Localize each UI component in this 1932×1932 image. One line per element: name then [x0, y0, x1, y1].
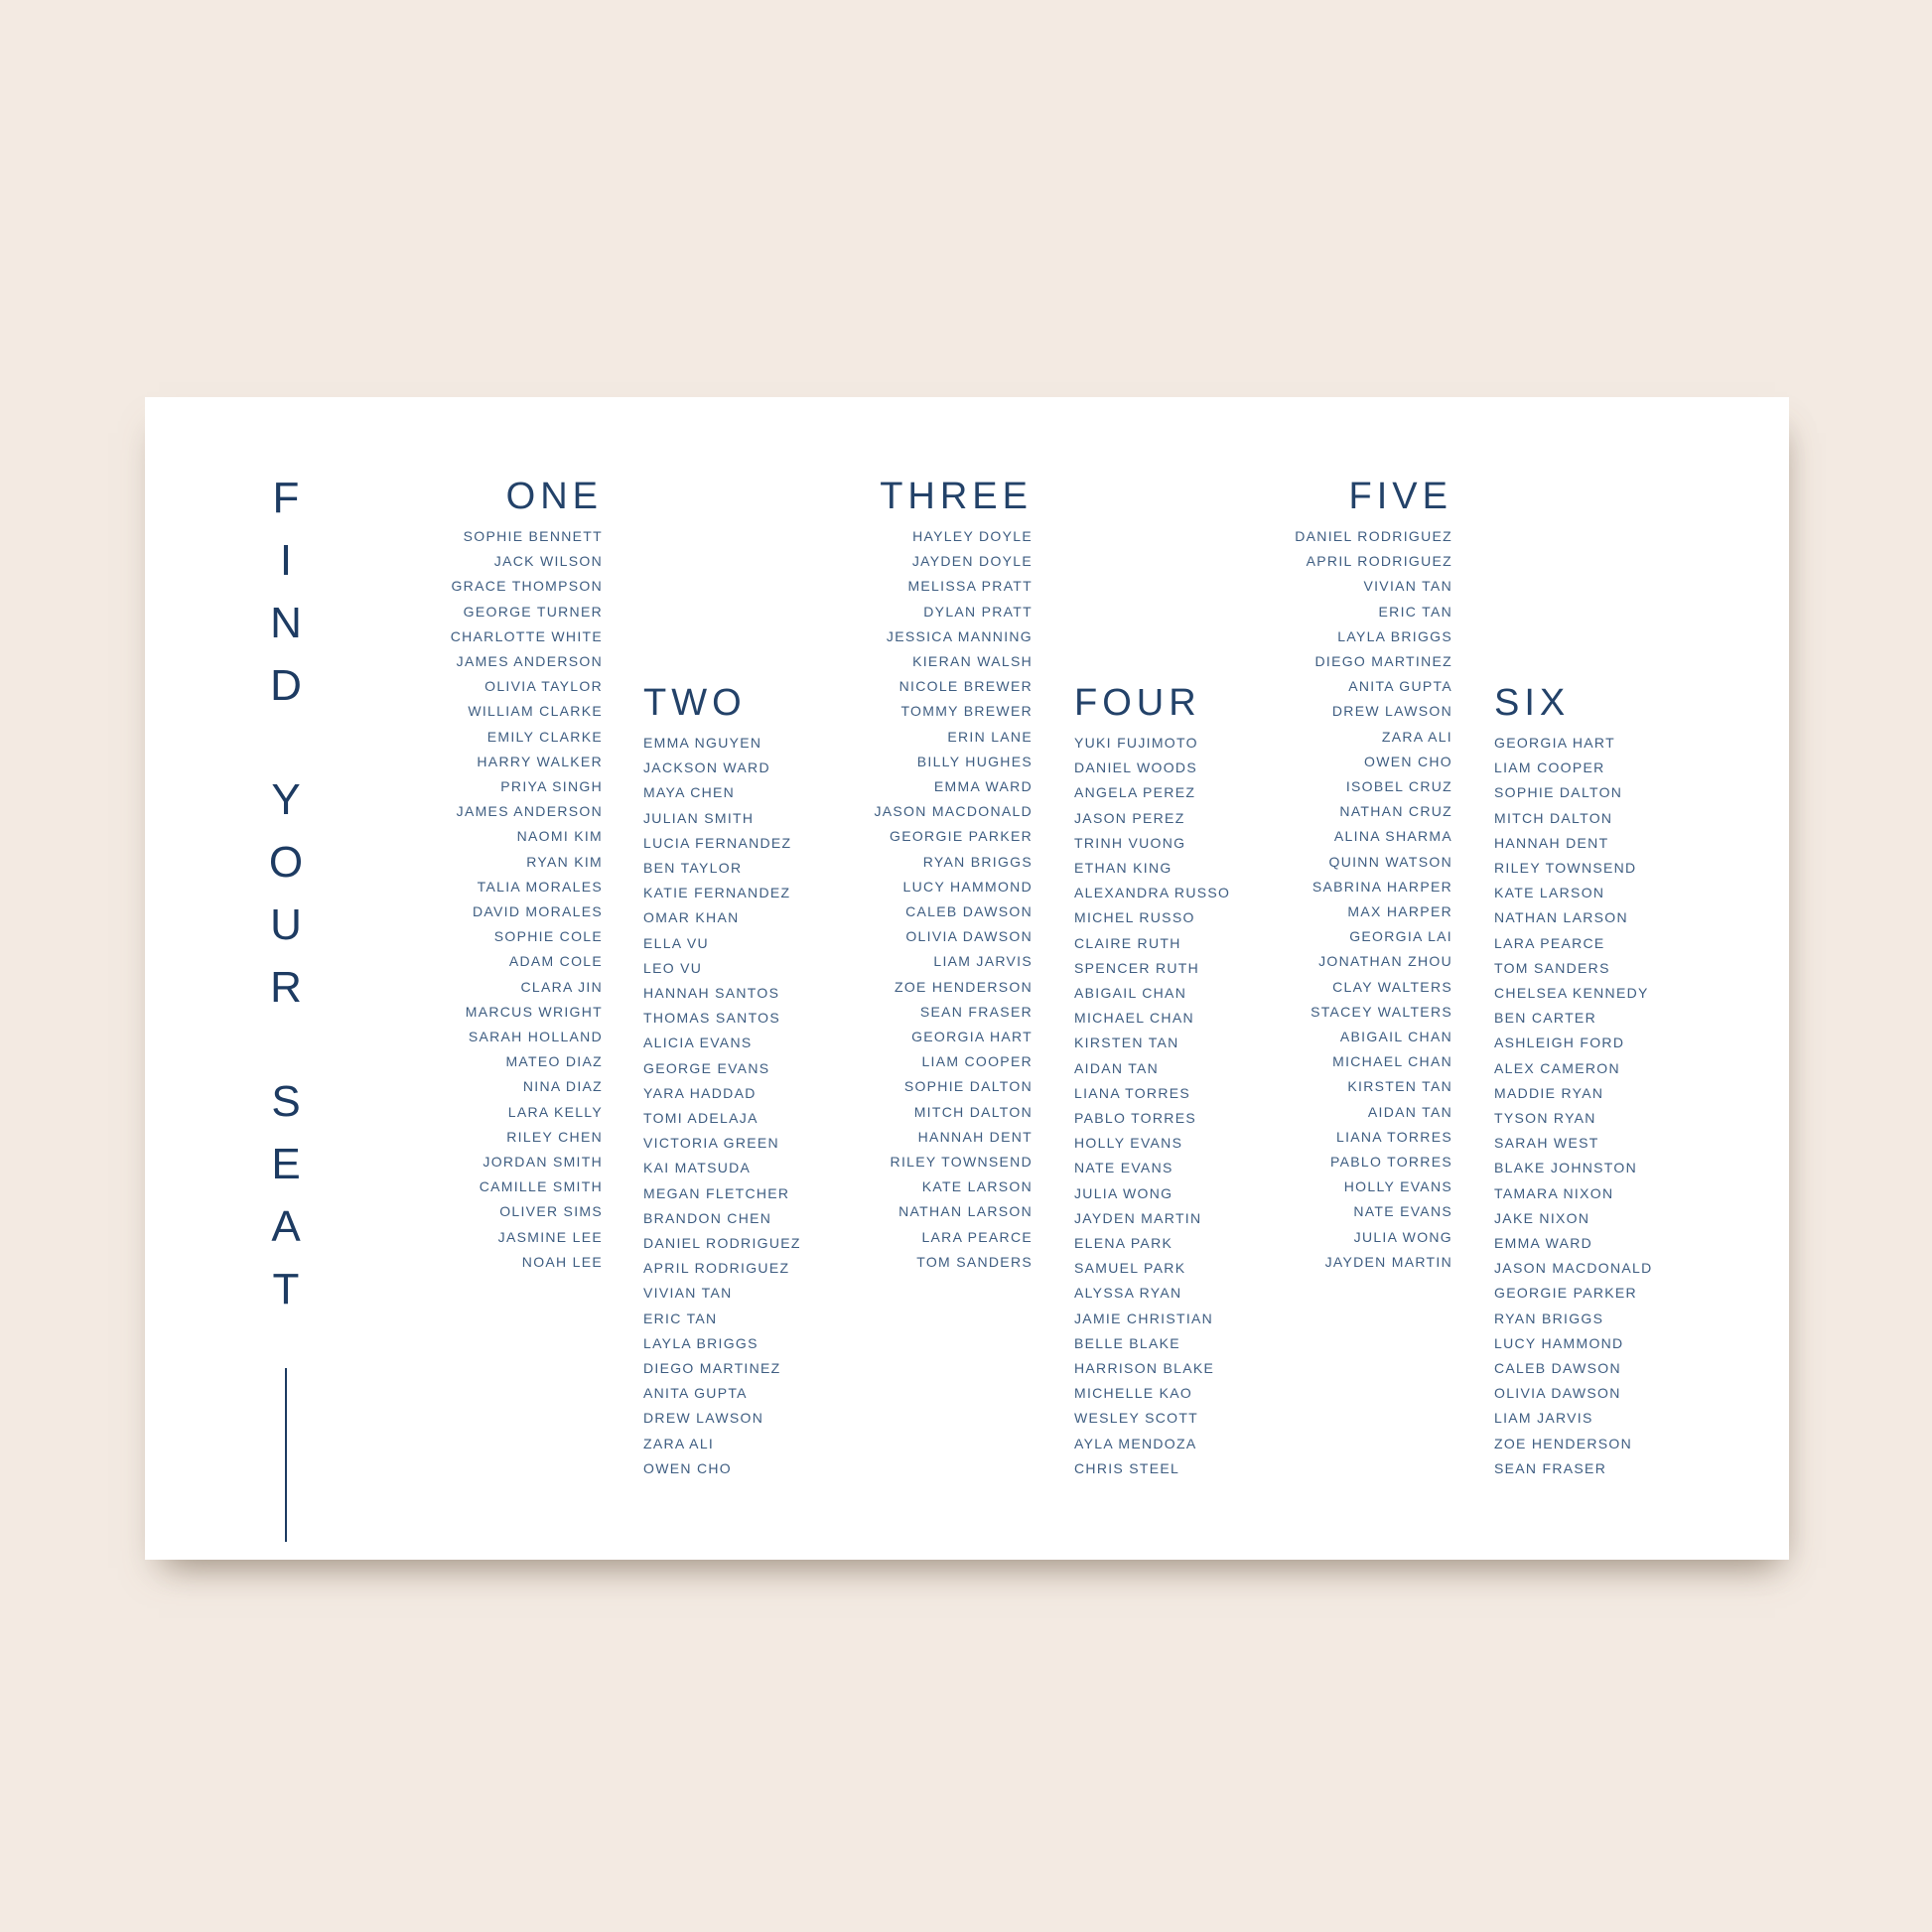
guest-name: SABRINA HARPER — [1311, 878, 1452, 895]
guest-name: OLIVIA DAWSON — [1494, 1385, 1621, 1402]
guest-name: ANITA GUPTA — [643, 1385, 748, 1402]
table-column-three — [794, 477, 1033, 1275]
guest-name: DIEGO MARTINEZ — [1314, 653, 1452, 670]
guest-name: RYAN KIM — [526, 853, 603, 870]
guest-name: DIEGO MARTINEZ — [643, 1360, 781, 1377]
guest-name: RYAN BRIGGS — [922, 853, 1033, 870]
guest-name: OWEN CHO — [1364, 753, 1452, 769]
guest-name: LIAM JARVIS — [933, 953, 1033, 970]
guest-name: HANNAH SANTOS — [643, 985, 780, 1002]
table-number-heading: SIX — [1494, 682, 1571, 724]
guest-name: CLARA JIN — [520, 978, 603, 995]
guest-name: PABLO TORRES — [1074, 1110, 1196, 1127]
guest-name: CHELSEA KENNEDY — [1494, 985, 1649, 1002]
guest-name: HOLLY EVANS — [1074, 1135, 1183, 1152]
guest-name: SEAN FRASER — [1494, 1459, 1607, 1476]
guest-name: ALICIA EVANS — [643, 1035, 753, 1051]
guest-name: TOM SANDERS — [916, 1253, 1033, 1270]
guest-name: JESSICA MANNING — [886, 627, 1033, 644]
guest-name: LIANA TORRES — [1074, 1084, 1191, 1101]
guest-name: VIVIAN TAN — [1363, 578, 1452, 595]
guest-name: LUCIA FERNANDEZ — [643, 834, 792, 851]
guest-name: CHARLOTTE WHITE — [450, 627, 603, 644]
guest-name: MICHEL RUSSO — [1074, 909, 1195, 926]
table-number-heading: FIVE — [1348, 476, 1452, 517]
guest-name: LUCY HAMMOND — [902, 878, 1033, 895]
guest-name: JASMINE LEE — [497, 1228, 603, 1245]
guest-name: LARA KELLY — [507, 1103, 603, 1120]
guest-name: TAMARA NIXON — [1494, 1184, 1614, 1201]
guest-name: CLAIRE RUTH — [1074, 934, 1181, 951]
guest-name: JORDAN SMITH — [483, 1154, 603, 1171]
guest-name: KATIE FERNANDEZ — [643, 885, 791, 901]
guest-name: SAMUEL PARK — [1074, 1260, 1186, 1277]
guest-name: KIERAN WALSH — [912, 653, 1033, 670]
table-number-heading: FOUR — [1074, 682, 1201, 724]
title-letter: F — [272, 474, 300, 522]
guest-name: BEN CARTER — [1494, 1010, 1596, 1027]
guest-name: EMILY CLARKE — [486, 728, 603, 745]
guest-name: AIDAN TAN — [1367, 1103, 1452, 1120]
guest-name: DYLAN PRATT — [923, 603, 1033, 620]
guest-name: JASON MACDONALD — [874, 803, 1033, 820]
table-column-five — [1214, 477, 1452, 1275]
guest-name: KIRSTEN TAN — [1347, 1078, 1452, 1095]
guest-name: JACK WILSON — [493, 553, 603, 570]
title-letter: D — [270, 661, 302, 710]
guest-name: ETHAN KING — [1074, 860, 1173, 877]
guest-name: JULIAN SMITH — [643, 809, 755, 826]
guest-name: CALEB DAWSON — [905, 903, 1033, 920]
guest-name: TOMI ADELAJA — [643, 1110, 759, 1127]
guest-name: ALINA SHARMA — [1333, 828, 1452, 845]
guest-name: APRIL RODRIGUEZ — [643, 1260, 790, 1277]
guest-name: ABIGAIL CHAN — [1339, 1029, 1452, 1045]
guest-name: MEGAN FLETCHER — [643, 1184, 790, 1201]
table-column-six — [1494, 683, 1752, 1481]
guest-name: TYSON RYAN — [1494, 1110, 1596, 1127]
guest-name: LEO VU — [643, 959, 703, 976]
guest-name: AYLA MENDOZA — [1074, 1435, 1197, 1451]
guest-name: LARA PEARCE — [921, 1228, 1033, 1245]
guest-name: AIDAN TAN — [1074, 1059, 1160, 1076]
guest-name: KATE LARSON — [1494, 885, 1605, 901]
guest-name: MELISSA PRATT — [907, 578, 1033, 595]
guest-name: GEORGIA HART — [911, 1029, 1033, 1045]
guest-name: KIRSTEN TAN — [1074, 1035, 1179, 1051]
guest-name: LAYLA BRIGGS — [1337, 627, 1452, 644]
guest-name: LIAM COOPER — [1494, 759, 1605, 776]
guest-name: JACKSON WARD — [643, 759, 770, 776]
guest-name: KATE LARSON — [921, 1178, 1033, 1195]
guest-name: JAYDEN MARTIN — [1074, 1209, 1202, 1226]
guest-name: JAYDEN DOYLE — [911, 553, 1033, 570]
guest-name: ZARA ALI — [643, 1435, 715, 1451]
vertical-title — [256, 467, 316, 1542]
guest-name: LUCY HAMMOND — [1494, 1334, 1624, 1351]
guest-name: EMMA WARD — [933, 778, 1033, 795]
guest-name: LIAM JARVIS — [1494, 1410, 1593, 1427]
guest-name: VICTORIA GREEN — [643, 1135, 779, 1152]
guest-name: ABIGAIL CHAN — [1074, 985, 1187, 1002]
guest-name: ZARA ALI — [1381, 728, 1452, 745]
guest-name: ANITA GUPTA — [1348, 678, 1452, 695]
guest-name: BEN TAYLOR — [643, 860, 743, 877]
guest-name: MAX HARPER — [1347, 903, 1452, 920]
guest-name: OLIVER SIMS — [499, 1203, 603, 1220]
guest-name: ADAM COLE — [508, 953, 603, 970]
guest-name: MITCH DALTON — [913, 1103, 1033, 1120]
guest-name: GEORGE EVANS — [643, 1059, 770, 1076]
guest-name: MADDIE RYAN — [1494, 1084, 1604, 1101]
guest-name: SEAN FRASER — [919, 1003, 1033, 1020]
guest-name: GEORGIA HART — [1494, 735, 1615, 751]
guest-name: NATHAN CRUZ — [1339, 803, 1452, 820]
table-column-one — [364, 477, 603, 1275]
guest-name: JAYDEN MARTIN — [1324, 1253, 1452, 1270]
guest-name: TALIA MORALES — [477, 878, 603, 895]
guest-name: ALEXANDRA RUSSO — [1074, 885, 1231, 901]
guest-name: JULIA WONG — [1074, 1184, 1173, 1201]
guest-name: NOAH LEE — [521, 1253, 603, 1270]
guest-name: LIAM COOPER — [921, 1053, 1033, 1070]
title-letter: Y — [271, 775, 301, 824]
title-letter: N — [270, 599, 302, 647]
guest-name: PRIYA SINGH — [500, 778, 603, 795]
guest-name: KAI MATSUDA — [643, 1160, 752, 1176]
guest-name: LARA PEARCE — [1494, 934, 1605, 951]
guest-name: JAKE NIXON — [1494, 1209, 1590, 1226]
guest-name: VIVIAN TAN — [643, 1285, 733, 1302]
guest-name: ERIN LANE — [947, 728, 1033, 745]
guest-name: SARAH HOLLAND — [468, 1029, 603, 1045]
guest-name: CLAY WALTERS — [1332, 978, 1452, 995]
guest-name: PABLO TORRES — [1330, 1154, 1452, 1171]
guest-name: JASON PEREZ — [1074, 809, 1185, 826]
guest-name: CALEB DAWSON — [1494, 1360, 1621, 1377]
guest-name: DANIEL WOODS — [1074, 759, 1197, 776]
guest-name: MAYA CHEN — [643, 784, 736, 801]
guest-name: QUINN WATSON — [1328, 853, 1452, 870]
guest-name: ANGELA PEREZ — [1074, 784, 1196, 801]
title-letter: E — [271, 1140, 301, 1188]
guest-name: BELLE BLAKE — [1074, 1334, 1180, 1351]
guest-name: NATHAN LARSON — [898, 1203, 1033, 1220]
guest-name: SPENCER RUTH — [1074, 959, 1200, 976]
title-rule-line — [285, 1368, 287, 1542]
guest-name: DANIEL RODRIGUEZ — [643, 1235, 801, 1252]
guest-name: ERIC TAN — [643, 1310, 718, 1326]
guest-name: LAYLA BRIGGS — [643, 1334, 759, 1351]
guest-name: MICHAEL CHAN — [1074, 1010, 1194, 1027]
guest-name: ELENA PARK — [1074, 1235, 1173, 1252]
guest-name: TRINH VUONG — [1074, 834, 1186, 851]
guest-name: SOPHIE COLE — [493, 928, 603, 945]
guest-name: BLAKE JOHNSTON — [1494, 1160, 1637, 1176]
guest-name: OLIVIA TAYLOR — [484, 678, 603, 695]
guest-name: HANNAH DENT — [1494, 834, 1609, 851]
guest-name: RYAN BRIGGS — [1494, 1310, 1604, 1326]
guest-name: JAMES ANDERSON — [456, 803, 603, 820]
guest-name: HAYLEY DOYLE — [912, 528, 1033, 544]
guest-name: SOPHIE DALTON — [1494, 784, 1623, 801]
guest-name: MATEO DIAZ — [505, 1053, 603, 1070]
guest-name: NATHAN LARSON — [1494, 909, 1628, 926]
guest-name: GEORGIA LAI — [1349, 928, 1452, 945]
guest-name: JONATHAN ZHOU — [1318, 953, 1452, 970]
guest-name: HANNAH DENT — [917, 1128, 1033, 1145]
guest-name: ZOE HENDERSON — [894, 978, 1033, 995]
guest-name: OWEN CHO — [643, 1459, 732, 1476]
guest-name: NICOLE BREWER — [898, 678, 1033, 695]
title-letter: T — [272, 1265, 300, 1313]
guest-name: LIANA TORRES — [1335, 1128, 1452, 1145]
guest-name: SOPHIE BENNETT — [463, 528, 603, 544]
guest-name: GEORGIE PARKER — [890, 828, 1033, 845]
title-letter: I — [279, 536, 293, 585]
guest-name: ALEX CAMERON — [1494, 1059, 1620, 1076]
table-number-heading: TWO — [643, 682, 747, 724]
guest-name: BRANDON CHEN — [643, 1209, 772, 1226]
guest-name: ALYSSA RYAN — [1074, 1285, 1182, 1302]
guest-name: EMMA WARD — [1494, 1235, 1593, 1252]
guest-name: OMAR KHAN — [643, 909, 740, 926]
guest-name: ISOBEL CRUZ — [1345, 778, 1452, 795]
guest-name: GEORGE TURNER — [463, 603, 603, 620]
guest-name: TOMMY BREWER — [900, 703, 1033, 720]
guest-name: RILEY TOWNSEND — [1494, 860, 1637, 877]
guest-name: WILLIAM CLARKE — [468, 703, 603, 720]
guest-name: SOPHIE DALTON — [903, 1078, 1033, 1095]
guest-name: NATE EVANS — [1353, 1203, 1452, 1220]
guest-name: DANIEL RODRIGUEZ — [1295, 528, 1452, 544]
title-letter: O — [268, 838, 304, 887]
guest-name: ASHLEIGH FORD — [1494, 1035, 1625, 1051]
guest-name: JAMIE CHRISTIAN — [1074, 1310, 1214, 1326]
guest-name: DAVID MORALES — [473, 903, 603, 920]
guest-name: MICHELLE KAO — [1074, 1385, 1193, 1402]
guest-name: DREW LAWSON — [643, 1410, 764, 1427]
table-number-heading: ONE — [505, 476, 603, 517]
guest-name: APRIL RODRIGUEZ — [1306, 553, 1452, 570]
guest-name: NATE EVANS — [1074, 1160, 1173, 1176]
guest-name: TOM SANDERS — [1494, 959, 1610, 976]
guest-name: HARRISON BLAKE — [1074, 1360, 1215, 1377]
guest-name: RILEY TOWNSEND — [890, 1154, 1033, 1171]
guest-name: YUKI FUJIMOTO — [1074, 735, 1198, 751]
table-number-heading: THREE — [880, 476, 1033, 517]
title-letter: R — [270, 963, 302, 1012]
guest-name: STACEY WALTERS — [1311, 1003, 1452, 1020]
title-letter: S — [271, 1077, 301, 1126]
guest-name: EMMA NGUYEN — [643, 735, 762, 751]
guest-name: NAOMI KIM — [516, 828, 603, 845]
guest-name: GRACE THOMPSON — [451, 578, 603, 595]
guest-name: HOLLY EVANS — [1343, 1178, 1452, 1195]
guest-name: MARCUS WRIGHT — [465, 1003, 603, 1020]
guest-name: GEORGIE PARKER — [1494, 1285, 1637, 1302]
guest-name: JULIA WONG — [1353, 1228, 1452, 1245]
seating-chart-card — [145, 397, 1789, 1560]
title-letter: A — [271, 1202, 301, 1251]
guest-name: ELLA VU — [643, 934, 709, 951]
guest-name: BILLY HUGHES — [916, 753, 1033, 769]
guest-name: NINA DIAZ — [522, 1078, 603, 1095]
guest-name: ERIC TAN — [1378, 603, 1452, 620]
guest-name: CHRIS STEEL — [1074, 1459, 1180, 1476]
guest-name: CAMILLE SMITH — [479, 1178, 603, 1195]
guest-name: THOMAS SANTOS — [643, 1010, 780, 1027]
guest-name: JAMES ANDERSON — [456, 653, 603, 670]
guest-name: JASON MACDONALD — [1494, 1260, 1653, 1277]
guest-name: OLIVIA DAWSON — [905, 928, 1033, 945]
guest-name: HARRY WALKER — [477, 753, 603, 769]
title-letter: U — [270, 900, 302, 949]
guest-name: YARA HADDAD — [643, 1084, 757, 1101]
guest-name: SARAH WEST — [1494, 1135, 1599, 1152]
guest-name: RILEY CHEN — [506, 1128, 603, 1145]
guest-name: MICHAEL CHAN — [1332, 1053, 1452, 1070]
guest-name: MITCH DALTON — [1494, 809, 1613, 826]
guest-name: DREW LAWSON — [1331, 703, 1452, 720]
guest-name: WESLEY SCOTT — [1074, 1410, 1199, 1427]
guest-name: ZOE HENDERSON — [1494, 1435, 1633, 1451]
